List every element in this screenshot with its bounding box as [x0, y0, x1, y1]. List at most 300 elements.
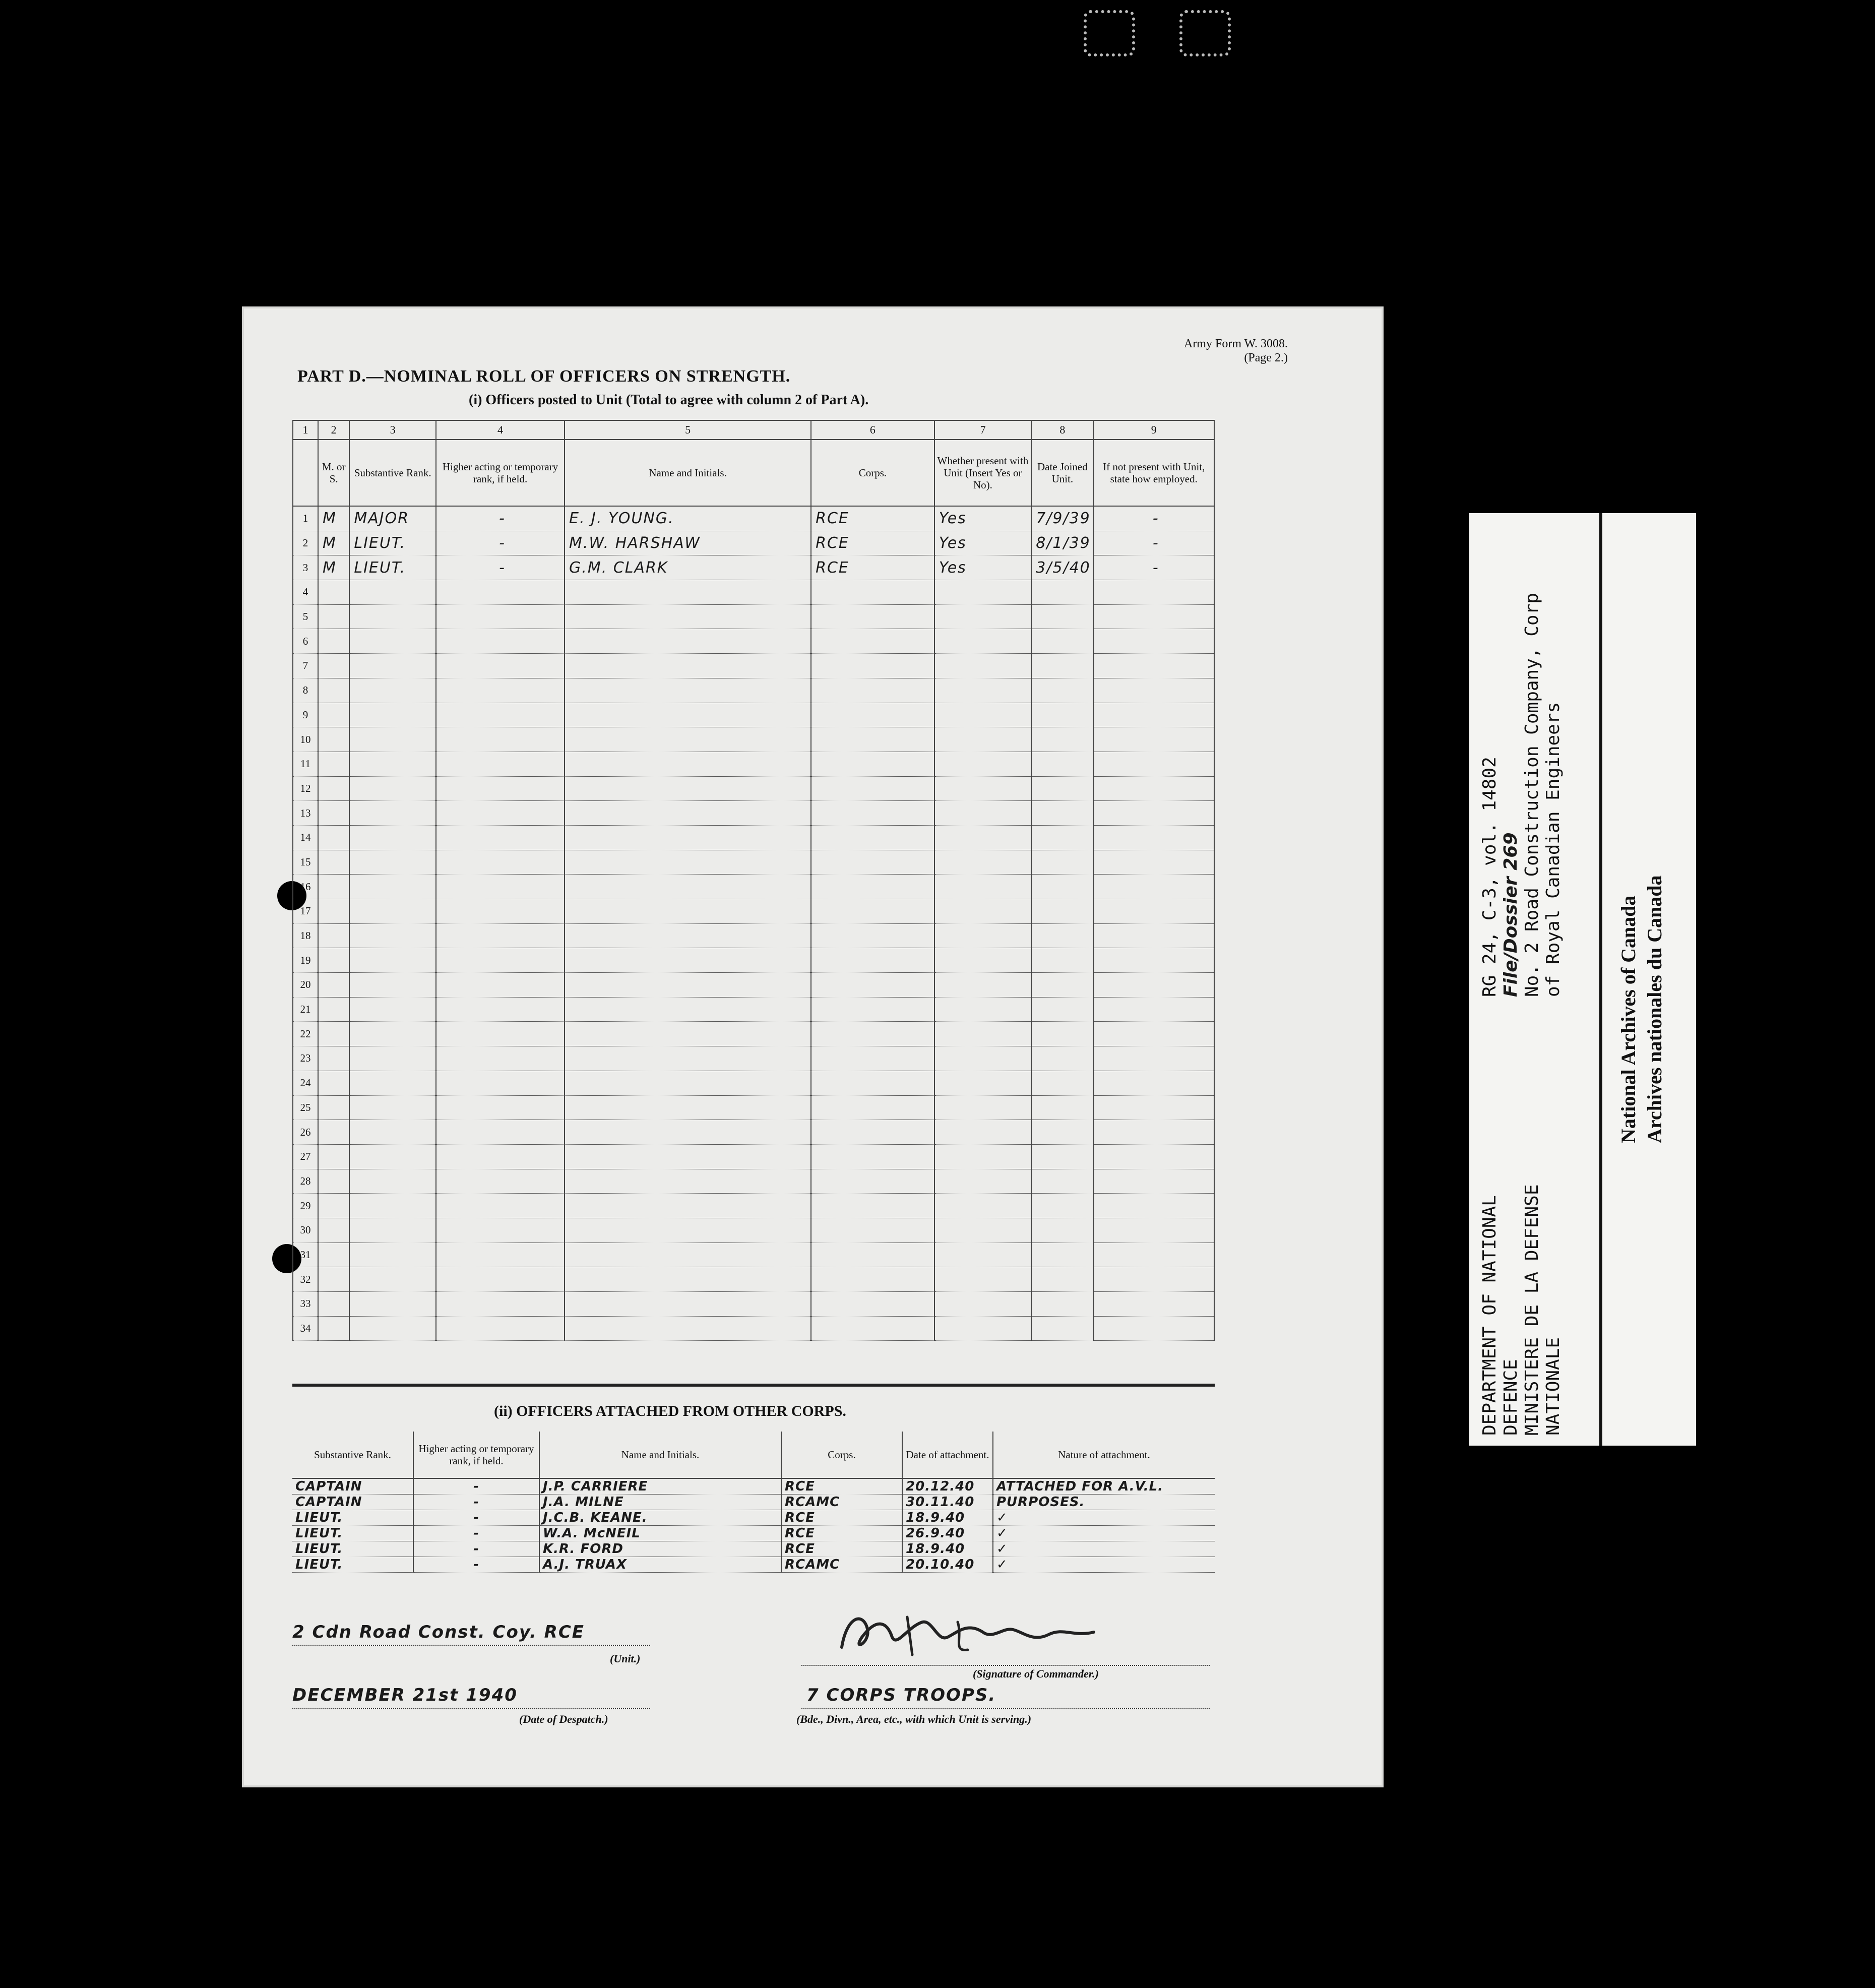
frame-mark-left	[1084, 10, 1135, 56]
cell-rank	[349, 678, 436, 703]
officers-posted-table	[292, 420, 1215, 1341]
cell-rank	[349, 948, 436, 973]
row-number: 22	[293, 1022, 318, 1046]
col-num: 1	[293, 420, 318, 440]
cell-present	[934, 973, 1032, 998]
row-number: 5	[293, 604, 318, 629]
cell-employed	[1094, 580, 1214, 605]
cell-present	[934, 604, 1032, 629]
unit-label: (Unit.)	[610, 1652, 641, 1665]
cell-higher	[436, 825, 565, 850]
cell-date	[1031, 875, 1093, 899]
cell-employed	[1094, 1218, 1214, 1242]
cell-higher	[436, 1144, 565, 1169]
row-number: 18	[293, 923, 318, 948]
cell-present	[934, 1316, 1032, 1341]
table-row	[293, 1292, 1214, 1317]
cell-name	[565, 875, 811, 899]
cell-name	[565, 899, 811, 924]
cell-name	[565, 825, 811, 850]
cell-ms	[318, 948, 349, 973]
row-number: 25	[293, 1095, 318, 1120]
cell-name	[565, 1120, 811, 1145]
cell-nature: ✓	[993, 1510, 1215, 1526]
cell-corps	[811, 1022, 934, 1046]
cell-higher	[436, 776, 565, 801]
cell-higher: -	[436, 506, 565, 531]
cell-rank	[349, 1242, 436, 1267]
commander-signature	[832, 1607, 1114, 1662]
cell-ms	[318, 997, 349, 1022]
cell-rank	[349, 1267, 436, 1292]
signature-underline	[801, 1665, 1210, 1666]
cell-higher: -	[413, 1478, 539, 1495]
table-row	[293, 752, 1214, 776]
cell-date: 18.9.40	[902, 1541, 993, 1557]
cell-ms	[318, 973, 349, 998]
table-row	[293, 1316, 1214, 1341]
cell-higher: -	[413, 1557, 539, 1573]
table-row	[293, 1194, 1214, 1218]
reference-text	[1479, 593, 1564, 997]
unit-underline	[292, 1645, 650, 1646]
cell-ms	[318, 801, 349, 826]
cell-date	[1031, 703, 1093, 727]
col-header: Whether present with Unit (Insert Yes or No).	[934, 440, 1032, 506]
cell-higher: -	[436, 555, 565, 580]
cell-rank: MAJOR	[349, 506, 436, 531]
attached-row	[292, 1541, 1215, 1557]
cell-corps	[811, 604, 934, 629]
cell-name: A.J. TRUAX	[539, 1557, 781, 1573]
row-number: 4	[293, 580, 318, 605]
cell-ms	[318, 1071, 349, 1095]
cell-present	[934, 703, 1032, 727]
table-row	[293, 850, 1214, 875]
cell-date	[1031, 1242, 1093, 1267]
row-number: 6	[293, 629, 318, 654]
reference-line: of Royal Canadian Engineers	[1543, 702, 1564, 997]
date-underline	[292, 1708, 650, 1709]
cell-higher	[436, 973, 565, 998]
cell-rank: LIEUT.	[292, 1510, 413, 1526]
cell-name: G.M. CLARK	[565, 555, 811, 580]
cell-ms	[318, 703, 349, 727]
cell-present	[934, 1218, 1032, 1242]
cell-corps: RCE	[781, 1526, 902, 1541]
cell-name	[565, 1022, 811, 1046]
cell-higher	[436, 1095, 565, 1120]
cell-employed	[1094, 1095, 1214, 1120]
cell-higher	[436, 948, 565, 973]
col-header: Name and Initials.	[539, 1432, 781, 1478]
cell-employed	[1094, 973, 1214, 998]
cell-corps	[811, 1194, 934, 1218]
cell-corps	[811, 703, 934, 727]
cell-ms	[318, 923, 349, 948]
archives-line: Archives nationales du Canada	[1643, 875, 1666, 1143]
cell-corps: RCE	[811, 555, 934, 580]
cell-higher	[436, 604, 565, 629]
col-header: Corps.	[781, 1432, 902, 1478]
table-row	[293, 580, 1214, 605]
department-line: NATIONALE	[1543, 1337, 1564, 1436]
cell-employed	[1094, 1242, 1214, 1267]
cell-present	[934, 1292, 1032, 1317]
col-header: If not present with Unit, state how employed.	[1094, 440, 1214, 506]
cell-date: 18.9.40	[902, 1510, 993, 1526]
col-num: 2	[318, 420, 349, 440]
cell-name	[565, 1292, 811, 1317]
cell-employed	[1094, 1267, 1214, 1292]
cell-date	[1031, 899, 1093, 924]
row-number: 19	[293, 948, 318, 973]
cell-rank	[349, 1169, 436, 1194]
row-number: 2	[293, 531, 318, 555]
form-page-text: (Page 2.)	[1244, 351, 1288, 364]
cell-present	[934, 801, 1032, 826]
cell-present	[934, 1194, 1032, 1218]
cell-present	[934, 1267, 1032, 1292]
cell-rank	[349, 654, 436, 678]
cell-rank	[349, 923, 436, 948]
cell-name	[565, 1267, 811, 1292]
cell-name	[565, 752, 811, 776]
cell-present	[934, 752, 1032, 776]
part-title: PART D.—NOMINAL ROLL OF OFFICERS ON STRENGTH.	[297, 367, 791, 386]
col-num: 6	[811, 420, 934, 440]
cell-rank	[349, 703, 436, 727]
cell-ms	[318, 1169, 349, 1194]
cell-present	[934, 776, 1032, 801]
reference-line: No. 2 Road Construction Company, Corp	[1522, 593, 1542, 997]
row-number: 16	[293, 875, 318, 899]
row-number: 9	[293, 703, 318, 727]
cell-date	[1031, 948, 1093, 973]
reference-line: File/Dossier 269	[1501, 832, 1521, 997]
cell-name: E. J. YOUNG.	[565, 506, 811, 531]
cell-date: 30.11.40	[902, 1495, 993, 1510]
cell-higher	[436, 752, 565, 776]
cell-higher	[436, 801, 565, 826]
cell-name: W.A. McNEIL	[539, 1526, 781, 1541]
cell-date	[1031, 1095, 1093, 1120]
cell-rank	[349, 1194, 436, 1218]
cell-rank	[349, 1292, 436, 1317]
cell-name	[565, 923, 811, 948]
cell-ms	[318, 850, 349, 875]
cell-corps	[811, 899, 934, 924]
cell-name: J.C.B. KEANE.	[539, 1510, 781, 1526]
cell-present	[934, 899, 1032, 924]
table-row	[293, 727, 1214, 752]
col-header: Date Joined Unit.	[1031, 440, 1093, 506]
row-number: 20	[293, 973, 318, 998]
col-num: 4	[436, 420, 565, 440]
table-row	[293, 1218, 1214, 1242]
slip-divider	[1599, 513, 1602, 1446]
cell-present	[934, 923, 1032, 948]
cell-date	[1031, 752, 1093, 776]
table-row	[293, 1120, 1214, 1145]
formation-underline	[801, 1708, 1210, 1709]
cell-rank	[349, 997, 436, 1022]
cell-rank	[349, 850, 436, 875]
cell-employed	[1094, 801, 1214, 826]
cell-name	[565, 654, 811, 678]
col-header: Substantive Rank.	[349, 440, 436, 506]
row-number: 33	[293, 1292, 318, 1317]
col-num: 3	[349, 420, 436, 440]
cell-corps	[811, 1169, 934, 1194]
cell-ms	[318, 604, 349, 629]
cell-name	[565, 1071, 811, 1095]
table-row	[293, 555, 1214, 580]
cell-ms	[318, 1242, 349, 1267]
cell-employed: -	[1094, 531, 1214, 555]
date-label: (Date of Despatch.)	[519, 1713, 608, 1725]
cell-rank: LIEUT.	[292, 1526, 413, 1541]
cell-corps	[811, 678, 934, 703]
film-frame-marks	[1084, 5, 1225, 50]
cell-name: J.A. MILNE	[539, 1495, 781, 1510]
cell-name	[565, 727, 811, 752]
table-row	[293, 825, 1214, 850]
cell-ms: M	[318, 555, 349, 580]
cell-higher	[436, 629, 565, 654]
cell-employed	[1094, 703, 1214, 727]
cell-rank	[349, 752, 436, 776]
cell-higher	[436, 1046, 565, 1071]
cell-rank	[349, 973, 436, 998]
cell-date	[1031, 1267, 1093, 1292]
section-divider	[292, 1384, 1215, 1387]
col-header: Name and Initials.	[565, 440, 811, 506]
cell-rank	[349, 899, 436, 924]
cell-higher	[436, 850, 565, 875]
cell-higher	[436, 654, 565, 678]
cell-rank	[349, 1316, 436, 1341]
cell-employed	[1094, 1316, 1214, 1341]
row-number: 15	[293, 850, 318, 875]
cell-name: K.R. FORD	[539, 1541, 781, 1557]
cell-employed	[1094, 923, 1214, 948]
cell-name	[565, 629, 811, 654]
row-number: 26	[293, 1120, 318, 1145]
col-num: 8	[1031, 420, 1093, 440]
cell-corps	[811, 1267, 934, 1292]
col-header: M. or S.	[318, 440, 349, 506]
cell-present	[934, 1095, 1032, 1120]
cell-employed	[1094, 997, 1214, 1022]
cell-rank: CAPTAIN	[292, 1495, 413, 1510]
cell-ms	[318, 1046, 349, 1071]
cell-rank	[349, 1022, 436, 1046]
cell-date: 20.10.40	[902, 1557, 993, 1573]
cell-ms	[318, 899, 349, 924]
cell-higher	[436, 1120, 565, 1145]
table-row	[293, 875, 1214, 899]
archives-line: National Archives of Canada	[1617, 895, 1640, 1143]
cell-date: 20.12.40	[902, 1478, 993, 1495]
cell-rank	[349, 727, 436, 752]
row-number: 10	[293, 727, 318, 752]
cell-ms	[318, 654, 349, 678]
unit-value: 2 Cdn Road Const. Coy. RCE	[292, 1622, 585, 1642]
form-number	[1184, 337, 1288, 365]
cell-corps: RCE	[781, 1478, 902, 1495]
frame-mark-right	[1179, 10, 1231, 56]
cell-name	[565, 1242, 811, 1267]
column-number-row	[293, 420, 1214, 440]
cell-employed	[1094, 727, 1214, 752]
cell-employed	[1094, 1022, 1214, 1046]
cell-higher	[436, 1267, 565, 1292]
cell-rank: LIEUT.	[349, 555, 436, 580]
cell-corps	[811, 923, 934, 948]
cell-name	[565, 850, 811, 875]
archive-reference-slip	[1469, 513, 1696, 1446]
cell-employed	[1094, 899, 1214, 924]
cell-date	[1031, 654, 1093, 678]
cell-corps: RCAMC	[781, 1495, 902, 1510]
cell-rank	[349, 1120, 436, 1145]
cell-present	[934, 727, 1032, 752]
cell-present	[934, 1144, 1032, 1169]
row-number: 7	[293, 654, 318, 678]
date-value: DECEMBER 21st 1940	[292, 1685, 518, 1705]
cell-ms	[318, 752, 349, 776]
cell-name	[565, 1316, 811, 1341]
cell-ms	[318, 629, 349, 654]
cell-corps	[811, 1218, 934, 1242]
cell-name	[565, 1194, 811, 1218]
cell-date: 3/5/40	[1031, 555, 1093, 580]
cell-rank: CAPTAIN	[292, 1478, 413, 1495]
cell-higher	[436, 1242, 565, 1267]
cell-corps	[811, 752, 934, 776]
cell-ms	[318, 825, 349, 850]
cell-date	[1031, 1022, 1093, 1046]
cell-date	[1031, 801, 1093, 826]
form-number-text: Army Form W. 3008.	[1183, 337, 1288, 350]
cell-employed	[1094, 1071, 1214, 1095]
row-number: 28	[293, 1169, 318, 1194]
cell-rank	[349, 1046, 436, 1071]
cell-rank: LIEUT.	[349, 531, 436, 555]
cell-ms	[318, 727, 349, 752]
cell-employed	[1094, 1194, 1214, 1218]
cell-employed	[1094, 825, 1214, 850]
table-row	[293, 997, 1214, 1022]
cell-employed: -	[1094, 506, 1214, 531]
cell-date	[1031, 1046, 1093, 1071]
cell-higher: -	[413, 1495, 539, 1510]
row-number: 31	[293, 1242, 318, 1267]
cell-present: Yes	[934, 506, 1032, 531]
cell-present	[934, 678, 1032, 703]
cell-employed	[1094, 1120, 1214, 1145]
cell-present	[934, 580, 1032, 605]
table-row	[293, 1046, 1214, 1071]
department-line: DEPARTMENT OF NATIONAL	[1479, 1195, 1500, 1436]
cell-higher	[436, 997, 565, 1022]
cell-ms	[318, 1267, 349, 1292]
col-num: 7	[934, 420, 1032, 440]
cell-employed: -	[1094, 555, 1214, 580]
cell-higher	[436, 1292, 565, 1317]
cell-employed	[1094, 1292, 1214, 1317]
cell-nature: ✓	[993, 1526, 1215, 1541]
cell-ms	[318, 1120, 349, 1145]
cell-name	[565, 801, 811, 826]
cell-rank: LIEUT.	[292, 1557, 413, 1573]
cell-name	[565, 580, 811, 605]
col-header: Substantive Rank.	[292, 1432, 413, 1478]
cell-corps	[811, 1292, 934, 1317]
cell-name	[565, 1218, 811, 1242]
cell-present	[934, 875, 1032, 899]
cell-rank	[349, 825, 436, 850]
cell-date	[1031, 727, 1093, 752]
cell-present	[934, 825, 1032, 850]
cell-nature: ✓	[993, 1541, 1215, 1557]
row-number: 13	[293, 801, 318, 826]
cell-ms	[318, 1218, 349, 1242]
cell-corps	[811, 1120, 934, 1145]
cell-rank	[349, 629, 436, 654]
attached-row	[292, 1510, 1215, 1526]
col-header	[293, 440, 318, 506]
cell-corps	[811, 580, 934, 605]
cell-higher	[436, 1071, 565, 1095]
cell-date	[1031, 1120, 1093, 1145]
cell-date	[1031, 629, 1093, 654]
attached-row	[292, 1495, 1215, 1510]
table-row	[293, 1144, 1214, 1169]
cell-higher	[436, 1169, 565, 1194]
cell-name	[565, 1144, 811, 1169]
cell-ms	[318, 1316, 349, 1341]
cell-employed	[1094, 629, 1214, 654]
signature-label: (Signature of Commander.)	[973, 1667, 1099, 1680]
cell-corps	[811, 973, 934, 998]
cell-higher	[436, 580, 565, 605]
department-line: MINISTERE DE LA DEFENSE	[1522, 1184, 1542, 1436]
cell-corps: RCE	[781, 1510, 902, 1526]
cell-higher: -	[413, 1526, 539, 1541]
col-header: Date of attachment.	[902, 1432, 993, 1478]
table-row	[293, 506, 1214, 531]
cell-corps	[811, 1071, 934, 1095]
row-number: 11	[293, 752, 318, 776]
cell-date	[1031, 1071, 1093, 1095]
cell-name	[565, 604, 811, 629]
cell-corps	[811, 825, 934, 850]
cell-ms	[318, 776, 349, 801]
cell-higher	[436, 678, 565, 703]
table-row	[293, 1169, 1214, 1194]
cell-corps: RCE	[811, 506, 934, 531]
cell-present: Yes	[934, 531, 1032, 555]
cell-date	[1031, 604, 1093, 629]
cell-corps	[811, 1242, 934, 1267]
row-number: 1	[293, 506, 318, 531]
table-row	[293, 1071, 1214, 1095]
cell-employed	[1094, 678, 1214, 703]
cell-employed	[1094, 654, 1214, 678]
cell-nature: ATTACHED FOR A.V.L.	[993, 1478, 1215, 1495]
